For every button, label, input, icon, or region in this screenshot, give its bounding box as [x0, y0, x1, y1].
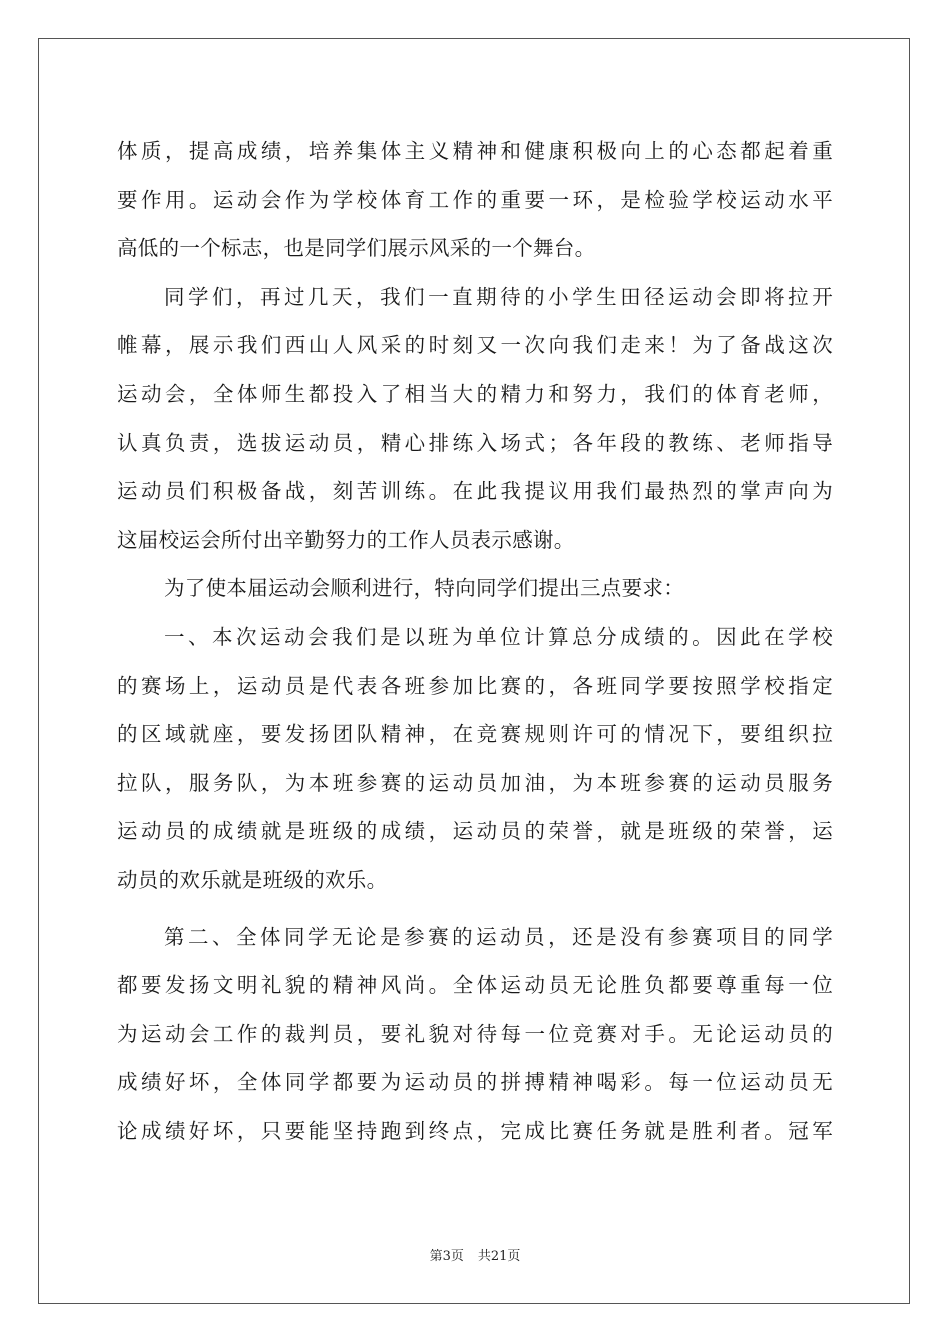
- text-line: 同学们，再过几天，我们一直期待的小学生田径运动会即将拉开: [164, 284, 833, 309]
- text-line: 认真负责，选拔运动员，精心排练入场式；各年段的教练、老师指导: [117, 430, 833, 455]
- text-line: 为运动会工作的裁判员，要礼貌对待每一位竞赛对手。无论运动员的: [117, 1021, 833, 1046]
- text-line: 的区域就座，要发扬团队精神，在竞赛规则许可的情况下，要组织拉: [117, 722, 833, 747]
- text-line: 一、本次运动会我们是以班为单位计算总分成绩的。因此在学校: [164, 624, 833, 649]
- text-line: 高低的一个标志，也是同学们展示风采的一个舞台。: [117, 236, 596, 261]
- text-line: 第二、全体同学无论是参赛的运动员，还是没有参赛项目的同学: [164, 924, 833, 949]
- text-line: 为了使本届运动会顺利进行，特向同学们提出三点要求：: [164, 576, 684, 601]
- paragraph-4: [117, 613, 833, 905]
- text-line: 成绩好坏，全体同学都要为运动员的拼搏精神喝彩。每一位运动员无: [117, 1070, 833, 1095]
- text-line: 体质，提高成绩，培养集体主义精神和健康积极向上的心态都起着重: [117, 139, 833, 163]
- page-total: 共21页: [477, 1249, 521, 1264]
- paragraph-gap: [117, 905, 833, 913]
- text-line: 拉队，服务队，为本班参赛的运动员加油，为本班参赛的运动员服务: [117, 770, 833, 795]
- page-footer: [0, 1245, 950, 1264]
- paragraph-2: [117, 273, 833, 565]
- text-line: 运动员们积极备战，刻苦训练。在此我提议用我们最热烈的掌声向为: [117, 479, 833, 504]
- text-line: 运动会，全体师生都投入了相当大的精力和努力，我们的体育老师，: [117, 381, 833, 406]
- text-line: 这届校运会所付出辛勤努力的工作人员表示感谢。: [117, 527, 575, 552]
- text-line: 的赛场上，运动员是代表各班参加比赛的，各班同学要按照学校指定: [117, 673, 833, 698]
- text-line: 帷幕，展示我们西山人风采的时刻又一次向我们走来！为了备战这次: [117, 333, 833, 358]
- paragraph-3: [117, 564, 833, 613]
- paragraph-5: [117, 913, 833, 1156]
- page-number: 第3页: [429, 1249, 464, 1264]
- text-line: 都要发扬文明礼貌的精神风尚。全体运动员无论胜负都要尊重每一位: [117, 973, 833, 998]
- paragraph-1: [117, 127, 833, 273]
- text-line: 运动员的成绩就是班级的成绩，运动员的荣誉，就是班级的荣誉，运: [117, 819, 833, 844]
- text-line: 动员的欢乐就是班级的欢乐。: [117, 867, 388, 892]
- document-body: [117, 127, 833, 1155]
- text-line: 要作用。运动会作为学校体育工作的重要一环，是检验学校运动水平: [117, 187, 833, 212]
- text-line: 论成绩好坏，只要能坚持跑到终点，完成比赛任务就是胜利者。冠军: [117, 1118, 833, 1143]
